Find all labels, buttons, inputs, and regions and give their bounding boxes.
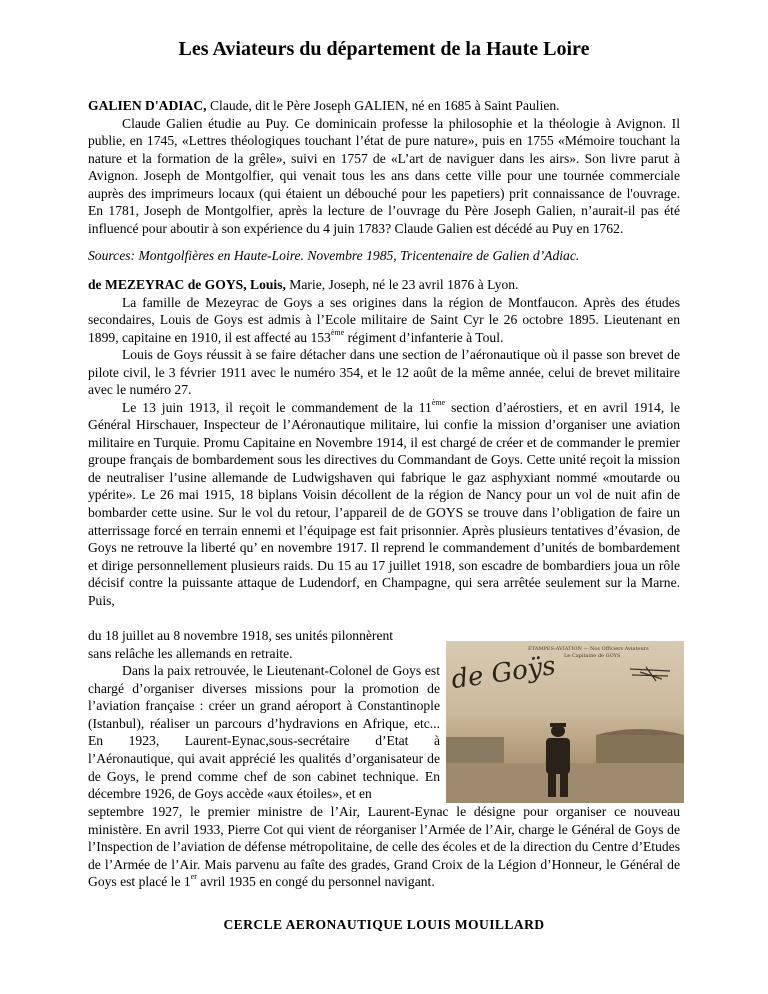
goys-name-rest: Louis, (246, 277, 286, 292)
goys-p3-text-c: du 18 juillet au 8 novembre 1918, ses unités pilonnèrent (88, 628, 394, 643)
galien-sources: Sources: Montgolfières en Haute-Loire. Novembre 1985, Tricentenaire de Galien d’Adiac. (88, 248, 580, 263)
goys-p3-text-d: sans relâche les allemands en retraite. (88, 645, 293, 661)
postcard-caption-2: Le Capitaine de GOYS (564, 653, 621, 659)
hangar-roof (596, 729, 684, 735)
goys-paragraph-3-end (88, 627, 448, 662)
goys-p3-text-main: section d’aérostiers, et en avril 1914, le Général Hirschauer, Inspecteur de l’Aéronautique militaire, lui confie la mission d’organiser une aviation militaire en Turquie. Promu Capitaine en Novembre 1914, il est chargé de créer et de commander le premier groupe français de bombardement sous les directives du Commandant de Goys. Cette unité reçoit la mission de neutraliser l’usine allemande de Ludwigshaven qui fabrique le gaz asphyxiant nommé «moutarde ou ypérite». Le 26 mai 1915, 18 biplans Voisin décollent de la région de Nancy pour un vol de nuit afin de bombarder cette usine. Sur le vol du retour, l’appareil de de GOYS se trouve dans l’obligation de faire un atterrissage forcé en terrain ennemi et l’équipage est fait prisonnier. Après plusieurs tentatives d’évasion, de Goys ne retrouve la liberté qu’ en novembre 1917. Il reprend le commandement d’unités de bombardement et dirige personnellement plusieurs raids. Du 15 au 17 juillet 1918, son escadre de bombardiers joua un rôle décisif contre la puissante attaque de Ludendorf, en Champagne, qui sera arrêtée seulement sur la Marne. Puis, (88, 399, 680, 609)
goys-p4-text: septembre 1927, le premier ministre de l’Air, Laurent-Eynac le désigne pour organiser ce nouveau ministère. En avril 1933, Pierre Cot qui vient de réorganiser l’Armée de l’Air, charge le Général de Goys de l’Inspection de l’aviation de défense métropolitaine, de celle des écoles et de la direction du Centre d’Etudes de l’Armée de l’Air. Mais parvenu au faîte des grades, Grand Croix de la Légion d’Honneur, le Général de Goys est placé le 1 (88, 804, 680, 890)
galien-intro: Claude, dit le Père Joseph GALIEN, né en 1685 à Saint Paulien. (206, 98, 560, 113)
goys-paragraph-4-full (88, 803, 680, 891)
goys-p4-text-end: avril 1935 en congé du personnel navigant. (196, 874, 435, 890)
footer-organization: CERCLE AERONAUTIQUE LOUIS MOUILLARD (223, 917, 545, 932)
airplane-icon (630, 667, 670, 681)
goys-p3-text: Le 13 juin 1913, il reçoit le commandement de la 11 (122, 399, 432, 415)
goys-p4-sup: er (190, 872, 197, 882)
goys-paragraph-1 (88, 294, 680, 347)
goys-p1-text-end: régiment d’infanterie à Toul. (344, 329, 504, 345)
galien-heading-line (88, 97, 680, 115)
hangar-right (596, 735, 684, 763)
galien-body: Claude Galien étudie au Puy. Ce dominicain professe la philosophie et la théologie à Avignon. Il publie, en 1745, «Lettres théologiques touchant l’état de pure nature», puis en 1755 «Mémoire touchant la nature et la formation de la grêle», suivi en 1757 de «L’art de naviguer dans les airs». Son livre parut à Avignon. Joseph de Montgolfier, qui venait tous les ans dans cette ville pour une tournée commerciale auprès des imprimeurs locaux (qui étaient un débouché pour les papetiers) prit connaissance de l'ouvrage. En 1781, Joseph de Montgolfier, après la lecture de l’ouvrage du Père Joseph Galien, n’aurait-il pas été influencé pour aboutir à son expérience du 4 juin 1783? Claude Galien est décédé au Puy en 1762. (88, 115, 680, 237)
goys-heading-line (88, 276, 680, 294)
goys-p1-sup: ème (330, 327, 345, 337)
goys-name: de MEZEYRAC de GOYS, (88, 277, 247, 292)
goys-paragraph-3 (88, 399, 680, 610)
goys-intro: Marie, Joseph, né le 23 avril 1876 à Lyon. (285, 277, 519, 292)
hangar-left (446, 737, 504, 763)
goys-paragraph-4-wrapped: Dans la paix retrouvée, le Lieutenant-Colonel de Goys est chargé d’organiser diverses missions pour la promotion de l’aviation française : créer un grand aéroport à Constantinople (Istanbul), réaliser un parcours d’hydravions en Afrique, etc... En 1923, Laurent-Eynac,sous-secrétaire d’Etat à l’Aéronautique, qui avait apprécié les qualités d’organisateur de de Goys, le prend comme chef de son cabinet technique. En décembre 1926, de Goys accède «aux étoiles», et en (88, 663, 440, 802)
postcard-illustration (446, 641, 684, 803)
page-title: Les Aviateurs du département de la Haute Loire (178, 38, 590, 60)
postcard-signature: de Goÿs (449, 650, 558, 696)
goys-p3-sup: ème (431, 397, 446, 407)
galien-name: GALIEN D'ADIAC, (88, 98, 207, 113)
goys-p1-text: La famille de Mezeyrac de Goys a ses origines dans la région de Montfaucon. Après des études secondaires, Louis de Goys est admis à l’Ecole militaire de Saint Cyr le 26 octobre 1895. Lieutenant en 1899, capitaine en 1910, il est affecté au 153 (88, 294, 680, 345)
goys-paragraph-2: Louis de Goys réussit à se faire détacher dans une section de l’aéronautique où il passe son brevet de pilote civil, le 3 février 1911 avec le numéro 354, et le 12 août de la même année, celui de brevet militaire avec le numéro 27. (88, 347, 680, 398)
postcard-photo (446, 641, 684, 803)
postcard-caption-1: ÉTAMPES-AVIATION — Nos Officiers Aviateurs (528, 646, 649, 652)
